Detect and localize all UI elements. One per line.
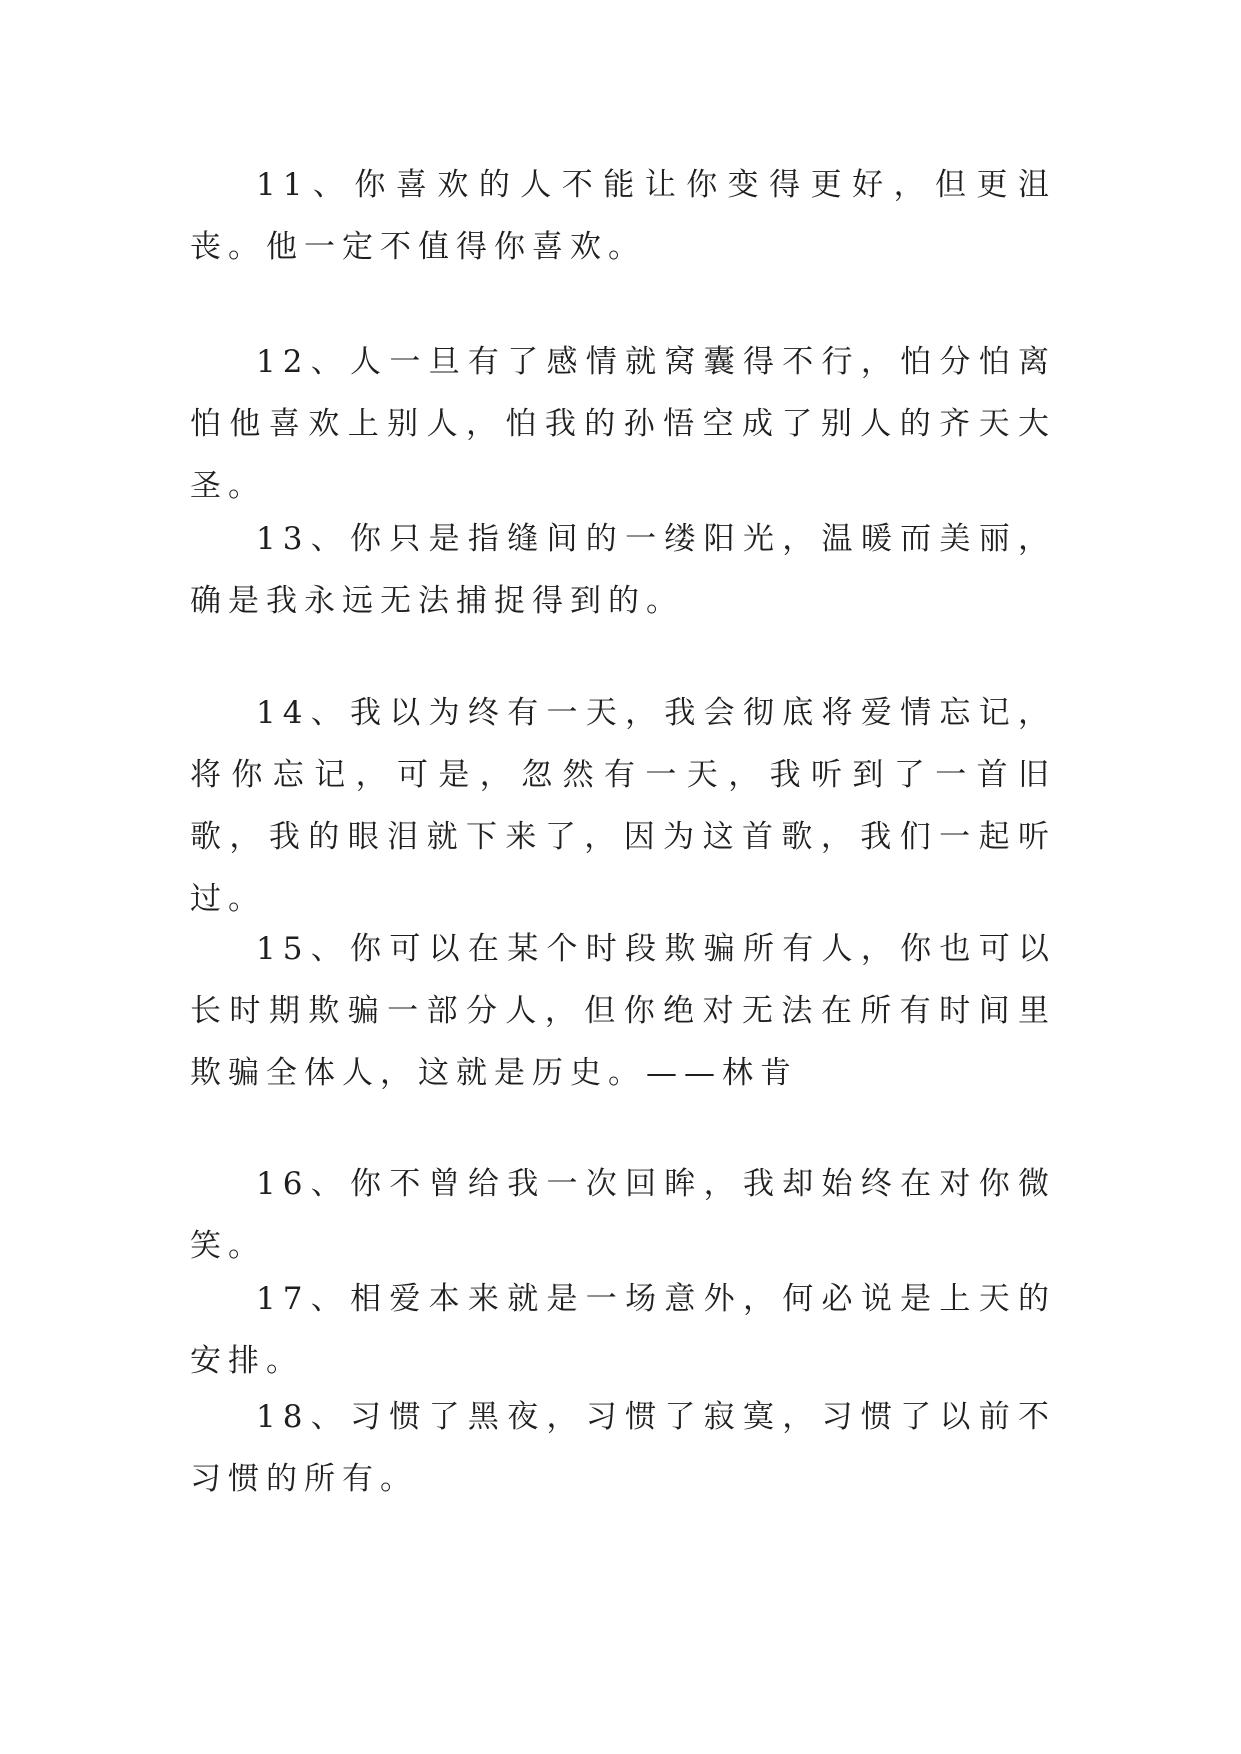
quote-paragraph-18: 18、习惯了黑夜，习惯了寂寞，习惯了以前不习惯的所有。 bbox=[190, 1399, 1056, 1497]
quote-paragraph-15: 15、你可以在某个时段欺骗所有人，你也可以长时期欺骗一部分人，但你绝对无法在所有时间里欺骗全体人，这就是历史。——林肯 bbox=[190, 931, 1056, 1091]
quote-paragraph-16: 16、你不曾给我一次回眸，我却始终在对你微笑。 bbox=[190, 1166, 1056, 1264]
quote-paragraph-12: 12、人一旦有了感情就窝囊得不行，怕分怕离怕他喜欢上别人，怕我的孙悟空成了别人的齐天大圣。 bbox=[190, 344, 1056, 504]
quote-paragraph-11: 11、你喜欢的人不能让你变得更好，但更沮丧。他一定不值得你喜欢。 bbox=[190, 167, 1056, 265]
quote-paragraph-13: 13、你只是指缝间的一缕阳光，温暖而美丽，确是我永远无法捕捉得到的。 bbox=[190, 521, 1056, 619]
quote-paragraph-17: 17、相爱本来就是一场意外，何必说是上天的安排。 bbox=[190, 1281, 1056, 1379]
quote-paragraph-14: 14、我以为终有一天，我会彻底将爱情忘记，将你忘记，可是，忽然有一天，我听到了一首旧歌，我的眼泪就下来了，因为这首歌，我们一起听过。 bbox=[190, 695, 1056, 917]
